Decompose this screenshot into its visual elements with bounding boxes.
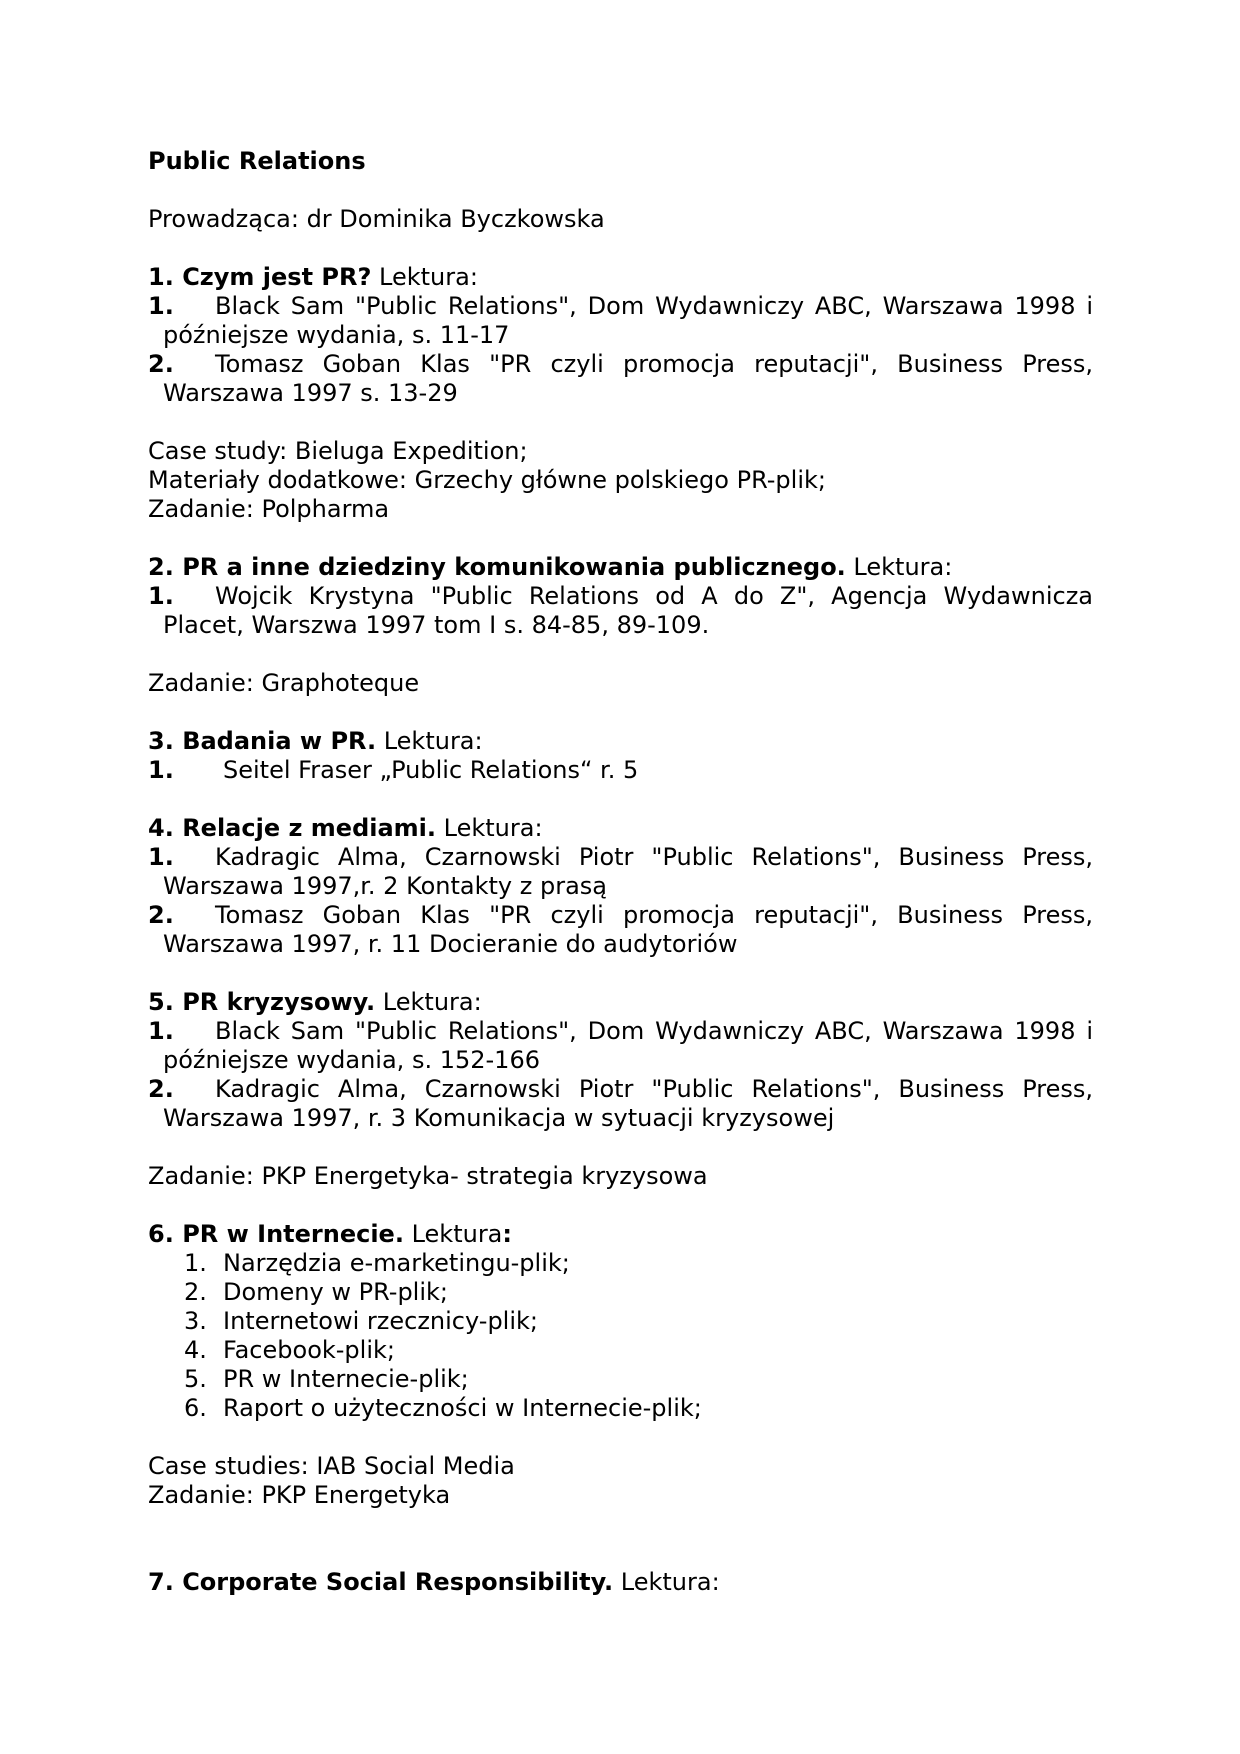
reference-item: 1. Black Sam "Public Relations", Dom Wydawniczy ABC, Warszawa 1998 i późniejsze wydania, s. 11-17 bbox=[148, 292, 1093, 349]
section-heading-6: 6. PR w Internecie. Lektura: bbox=[148, 1220, 512, 1248]
list-item: 1. Narzędzia e-marketingu-plik; bbox=[184, 1249, 570, 1277]
section-heading-3: 3. Badania w PR. Lektura: bbox=[148, 727, 483, 755]
document-title: Public Relations bbox=[148, 147, 366, 175]
section-heading-4: 4. Relacje z mediami. Lektura: bbox=[148, 814, 543, 842]
reference-item: 2. Tomasz Goban Klas "PR czyli promocja reputacji", Business Press, Warszawa 1997, r. 11 Docieranie do audytoriów bbox=[148, 901, 1093, 958]
reference-item: 1. Seitel Fraser „Public Relations“ r. 5 bbox=[148, 756, 639, 784]
note-line: Materiały dodatkowe: Grzechy główne polskiego PR-plik; bbox=[148, 466, 826, 494]
note-line: Case studies: IAB Social Media bbox=[148, 1452, 515, 1480]
reference-item: 2. Tomasz Goban Klas "PR czyli promocja reputacji", Business Press, Warszawa 1997 s. 13-29 bbox=[148, 350, 1093, 407]
instructor-line: Prowadząca: dr Dominika Byczkowska bbox=[148, 205, 605, 233]
note-line: Zadanie: PKP Energetyka bbox=[148, 1481, 451, 1509]
list-item: 5. PR w Internecie-plik; bbox=[184, 1365, 469, 1393]
list-item: 3. Internetowi rzecznicy-plik; bbox=[184, 1307, 538, 1335]
document-page bbox=[148, 147, 1093, 1597]
reference-item: 1. Wojcik Krystyna "Public Relations od A do Z", Agencja Wydawnicza Placet, Warszwa 1997 tom I s. 84-85, 89-109. bbox=[148, 582, 1093, 639]
note-line: Zadanie: Polpharma bbox=[148, 495, 390, 523]
list-item: 2. Domeny w PR-plik; bbox=[184, 1278, 448, 1306]
section-heading-7: 7. Corporate Social Responsibility. Lektura: bbox=[148, 1568, 720, 1596]
list-item: 6. Raport o użyteczności w Internecie-plik; bbox=[184, 1394, 702, 1422]
section-heading-1: 1. Czym jest PR? Lektura: bbox=[148, 263, 478, 291]
note-line: Case study: Bieluga Expedition; bbox=[148, 437, 528, 465]
reference-item: 1. Black Sam "Public Relations", Dom Wydawniczy ABC, Warszawa 1998 i późniejsze wydania, s. 152-166 bbox=[148, 1017, 1093, 1074]
reference-item: 2. Kadragic Alma, Czarnowski Piotr "Public Relations", Business Press, Warszawa 1997, r. 3 Komunikacja w sytuacji kryzysowej bbox=[148, 1075, 1093, 1132]
reference-item: 1. Kadragic Alma, Czarnowski Piotr "Public Relations", Business Press, Warszawa 1997,r. 2 Kontakty z prasą bbox=[148, 843, 1093, 900]
note-line: Zadanie: PKP Energetyka- strategia kryzysowa bbox=[148, 1162, 708, 1190]
section-heading-5: 5. PR kryzysowy. Lektura: bbox=[148, 988, 482, 1016]
section-heading-2: 2. PR a inne dziedziny komunikowania publicznego. Lektura: bbox=[148, 553, 953, 581]
note-line: Zadanie: Graphoteque bbox=[148, 669, 420, 697]
list-item: 4. Facebook-plik; bbox=[184, 1336, 395, 1364]
